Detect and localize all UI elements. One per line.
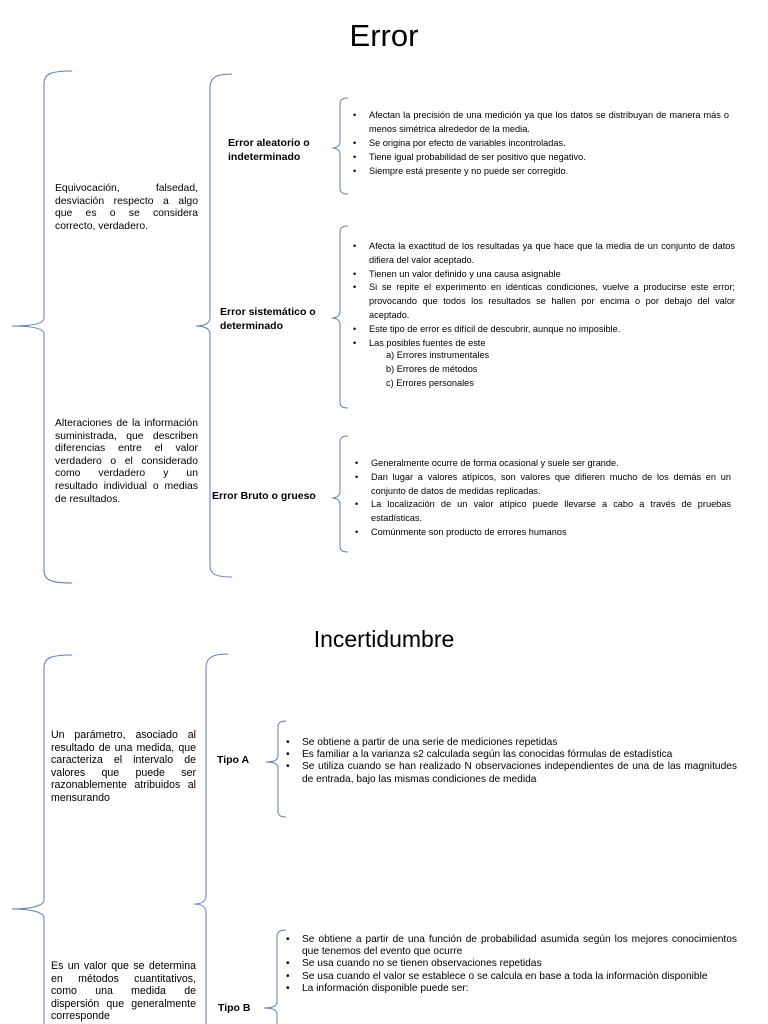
list-item: c) Errores personales bbox=[386, 377, 474, 388]
error-sources-list bbox=[356, 349, 686, 390]
uncertainty-type-a-bullets bbox=[284, 737, 737, 786]
label-line: determinado bbox=[220, 320, 284, 332]
list-item: • Generalmente ocurre de forma ocasional y suele ser grande. bbox=[353, 457, 731, 471]
label-line: Error sistemático o bbox=[220, 306, 316, 318]
uncertainty-type-a-label: Tipo A bbox=[217, 754, 250, 766]
list-item: • Es familiar a la varianza s2 calculada según las conocidas fórmulas de estadística bbox=[284, 749, 737, 761]
uncertainty-type-b-bullets bbox=[284, 934, 737, 995]
list-item: • Se obtiene a partir de una función de probabilidad asumida según los mejores conocimientos que tenemos del evento que ocurre bbox=[284, 934, 737, 958]
list-item: • Este tipo de error es difícil de descubrir, aunque no imposible. bbox=[351, 323, 735, 337]
error-type-systematic-label bbox=[220, 305, 316, 333]
list-item: • Se origina por efecto de variables incontroladas. bbox=[351, 136, 729, 150]
list-item: • Si se repite el experimento en idénticas condiciones, vuelve a producirse este error; provocando que todos los resultados se hallen por encima o por debajo del valor aceptado. bbox=[351, 281, 735, 322]
list-item: • Se usa cuando el valor se establece o se calcula en base a toda la información disponible bbox=[284, 971, 737, 983]
list-item: • La localización de un valor atípico puede llevarse a cabo a través de pruebas estadísticas. bbox=[353, 498, 731, 526]
uncertainty-type-b-label: Tipo B bbox=[218, 1002, 251, 1014]
list-item: • Afecta la exactitud de los resultadas ya que hace que la media de un conjunto de datos difiera del valor aceptado. bbox=[351, 240, 735, 268]
list-item: • Tiene igual probabilidad de ser positivo que negativo. bbox=[351, 150, 729, 164]
list-item: • Tienen un valor definido y una causa asignable bbox=[351, 268, 735, 282]
error-type-gross-label: Error Bruto o grueso bbox=[212, 490, 316, 502]
list-item: • Dan lugar a valores atípicos, son valores que difieren mucho de los demás en un conjunto de datos de medidas replicadas. bbox=[353, 471, 731, 499]
list-item: • Afectan la precisión de una medición ya que los datos se distribuyan de manera más o menos simétrica alrededor de la media. bbox=[351, 108, 729, 136]
error-type-random-label bbox=[228, 136, 310, 164]
list-item: a) Errores instrumentales bbox=[386, 350, 490, 360]
error-title: Error bbox=[349, 18, 419, 53]
uncertainty-definition-1: Un parámetro, asociado al resultado de una medida, que caracteriza el intervalo de valores que puede ser razonablemente atribuidos al mensurando bbox=[51, 729, 196, 804]
list-item: • Las posibles fuentes de este bbox=[351, 337, 735, 351]
list-item: • Se obtiene a partir de una serie de mediciones repetidas bbox=[284, 737, 737, 749]
list-item: • Siempre está presente y no puede ser corregido. bbox=[351, 164, 729, 178]
label-line: indeterminado bbox=[228, 151, 301, 163]
list-item: • La información disponible puede ser: bbox=[284, 983, 737, 995]
error-definition-1: Equivocación, falsedad, desviación respecto a algo que es o se considera correcto, verdadero. bbox=[55, 183, 198, 232]
uncertainty-title: Incertidumbre bbox=[313, 626, 455, 652]
error-systematic-bullets bbox=[351, 240, 735, 350]
error-gross-bullets bbox=[353, 457, 731, 540]
list-item: • Se usa cuando no se tienen observaciones repetidas bbox=[284, 958, 737, 970]
uncertainty-definition-2: Es un valor que se determina en métodos cuantitativos, como una medida de dispersión que generalmente corresponde bbox=[51, 960, 196, 1023]
label-line: Error aleatorio o bbox=[228, 137, 310, 149]
list-item: b) Errores de métodos bbox=[386, 363, 478, 374]
error-definition-2: Alteraciones de la información suministrada, que describen diferencias entre el valor verdadero o el considerado como verdadero y un resultado individual o medias de resultados. bbox=[55, 418, 198, 505]
list-item: • Se utiliza cuando se han realizado N observaciones independientes de una de las magnitudes de entrada, bajo las mismas condiciones de medida bbox=[284, 761, 737, 785]
error-random-bullets bbox=[351, 108, 729, 178]
list-item: • Comúnmente son producto de errores humanos bbox=[353, 526, 731, 540]
